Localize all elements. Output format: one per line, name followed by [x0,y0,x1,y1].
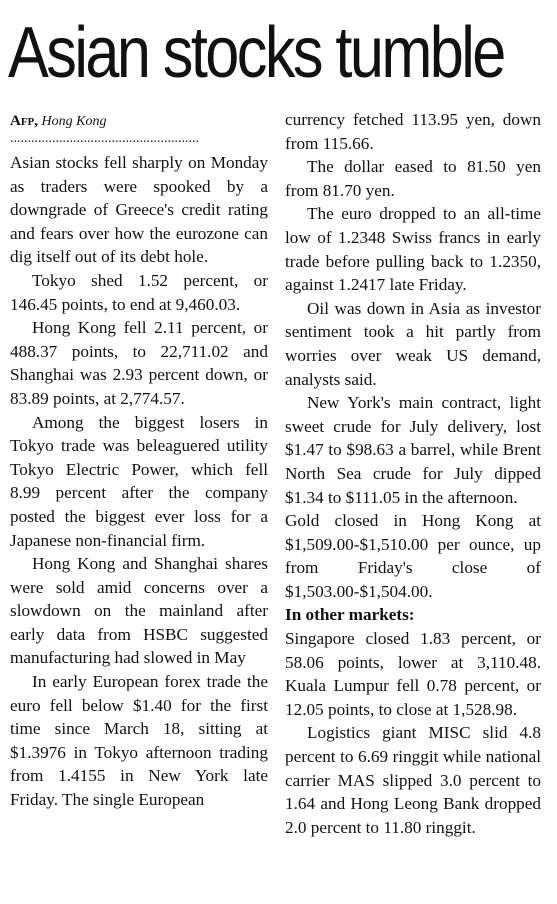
article-paragraph: Logistics giant MISC slid 4.8 percent to 6.69 ringgit while national carrier MAS slipped 3.0 percent to 1.64 and Hong Leong Bank dropped 2.0 percent to 11.80 ringgit. [285,723,541,837]
article-paragraph: Hong Kong fell 2.11 percent, or 488.37 points, to 22,711.02 and Shanghai was 2.93 percent down, or 83.89 points, at 2,774.57. [10,318,268,408]
article-paragraph: Among the biggest losers in Tokyo trade was beleaguered utility Tokyo Electric Power, which fell 8.99 percent after the company posted the biggest ever loss for a Japanese non-financial firm. [10,412,268,550]
column-right [285,108,541,839]
headline: Asian stocks tumble [8,13,504,93]
byline-agency: Afp, [10,113,39,129]
article-paragraph: The dollar eased to 81.50 yen from 81.70 yen. [285,157,541,200]
article-paragraph: The euro dropped to an all-time low of 1.2348 Swiss francs in early trade before pulling back to 1.2350, against 1.2417 late Friday. [285,204,541,295]
right-body-after [285,627,541,839]
article-paragraph: Gold closed in Hong Kong at $1,509.00-$1,510.00 per ounce, up from Friday's close of $1,503.00-$1,504.00. [285,511,541,601]
right-body [285,108,541,603]
article-paragraph: In early European forex trade the euro fell below $1.40 for the first time since March 18, sitting at $1.3976 in Tokyo afternoon trading from 1.4155 in New York late Friday. The single European [10,672,268,810]
byline [10,110,268,133]
column-left [10,108,268,812]
subhead: In other markets: [285,605,415,625]
article-paragraph: Tokyo shed 1.52 percent, or 146.45 points, to end at 9,460.03. [10,270,268,314]
separator: ...................................................... [10,133,199,145]
article-paragraph: Hong Kong and Shanghai shares were sold amid concerns over a slowdown on the mainland after early data from HSBC suggested manufacturing had slowed in May [10,554,268,668]
byline-location: Hong Kong [41,114,107,129]
article-paragraph: Singapore closed 1.83 percent, or 58.06 points, lower at 3,110.48. Kuala Lumpur fell 0.78 percent, or 12.05 points, to close at 1,528.98. [285,629,541,719]
article-paragraph: Asian stocks fell sharply on Monday as traders were spooked by a downgrade of Greece's credit rating and fears over how the eurozone can dig itself out of its debt hole. [10,153,268,267]
article-paragraph: Oil was down in Asia as investor sentiment took a hit partly from worries over weak US demand, analysts said. [285,298,541,389]
article-paragraph: currency fetched 113.95 yen, down from 115.66. [285,110,541,153]
left-body [10,151,268,812]
article-paragraph: New York's main contract, light sweet crude for July delivery, lost $1.47 to $98.63 a barrel, while Brent North Sea crude for July dipped $1.34 to $111.05 in the afternoon. [285,393,541,507]
